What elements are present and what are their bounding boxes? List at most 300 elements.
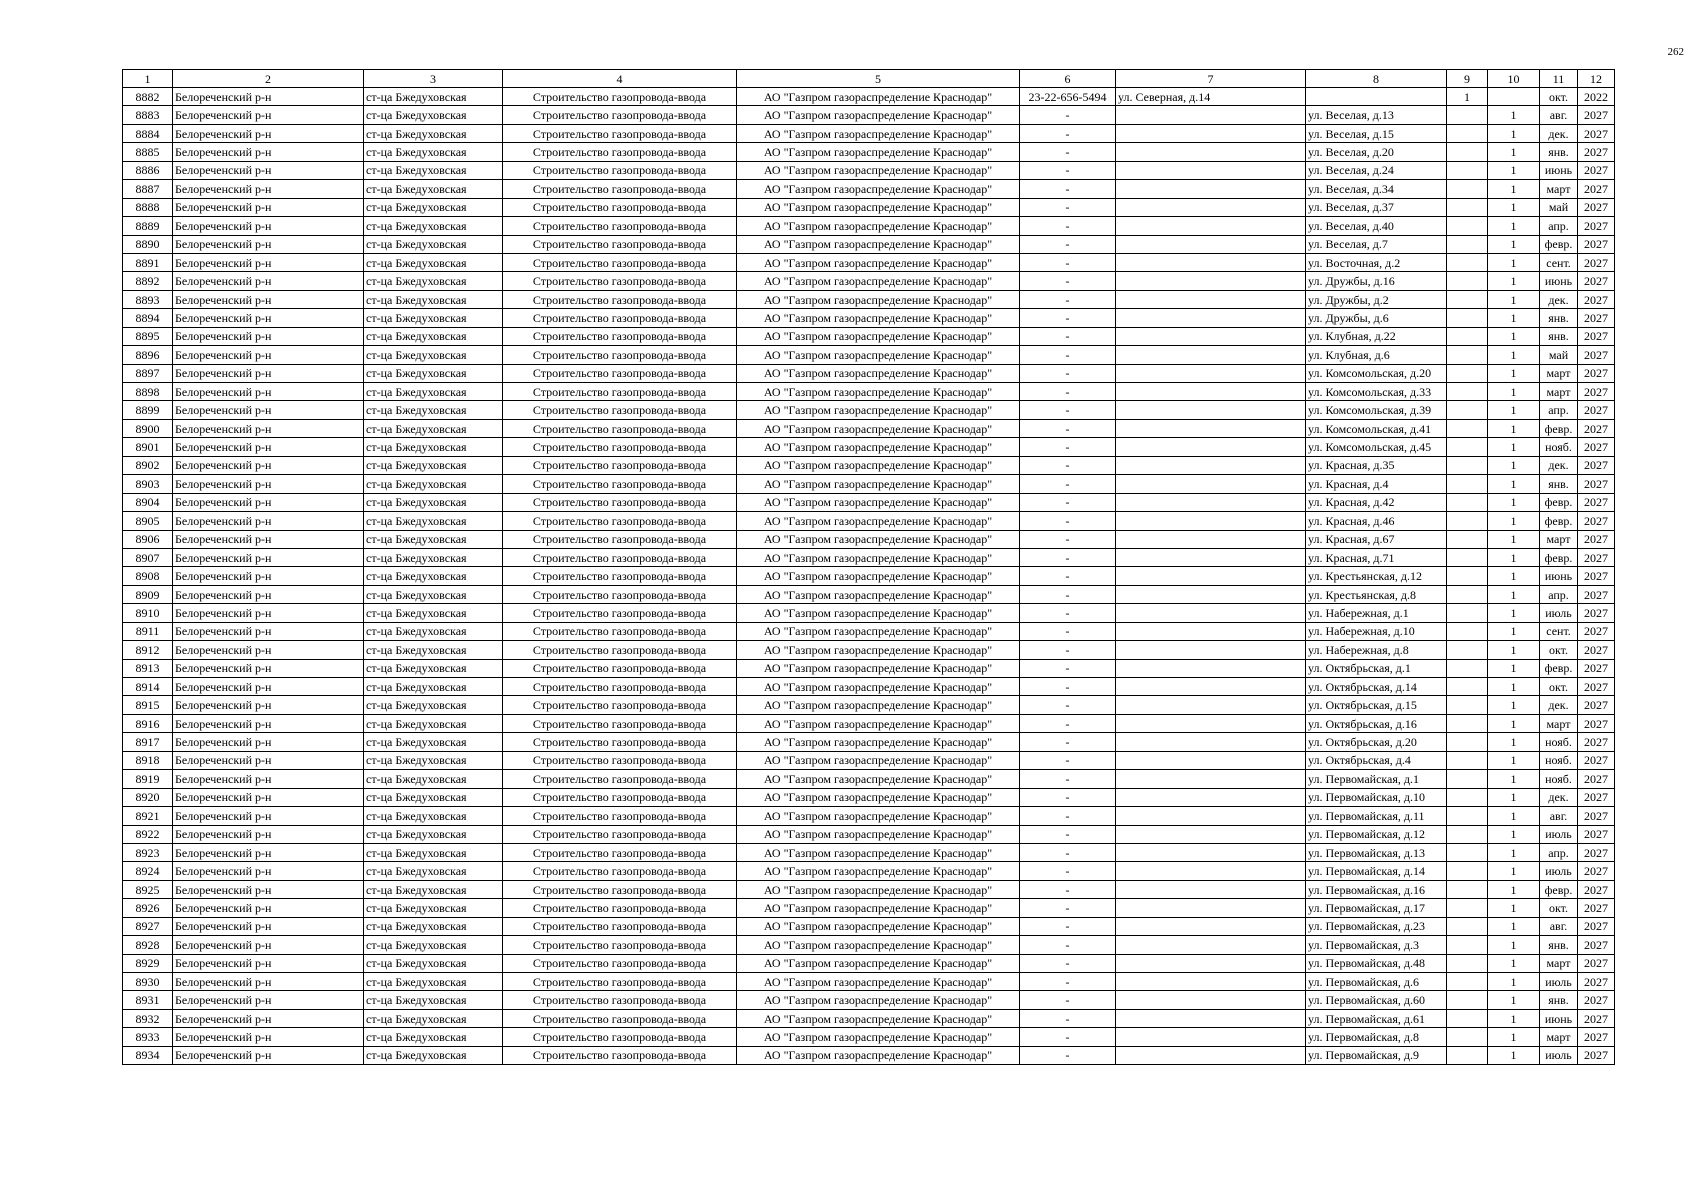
cell-year: 2027 (1578, 788, 1615, 806)
cell-count-a (1447, 973, 1488, 991)
cell-num: 8917 (123, 733, 173, 751)
cell-count-a (1447, 936, 1488, 954)
cell-code: - (1020, 770, 1116, 788)
cell-address-planned: ул. Комсомольская, д.45 (1306, 438, 1447, 456)
cell-district: Белореченский р-н (173, 456, 364, 474)
cell-month: февр. (1540, 493, 1578, 511)
table-row (123, 862, 1615, 880)
cell-count-a (1447, 659, 1488, 677)
cell-organization: АО "Газпром газораспределение Краснодар" (737, 659, 1020, 677)
cell-address-existing (1116, 530, 1306, 548)
cell-settlement: ст-ца Бжедуховская (364, 143, 503, 161)
cell-year: 2027 (1578, 253, 1615, 271)
cell-address-planned: ул. Восточная, д.2 (1306, 253, 1447, 271)
cell-work-type: Строительство газопровода-ввода (503, 512, 737, 530)
cell-month: февр. (1540, 512, 1578, 530)
cell-num: 8929 (123, 954, 173, 972)
cell-code: - (1020, 567, 1116, 585)
cell-num: 8899 (123, 401, 173, 419)
cell-address-planned: ул. Красная, д.71 (1306, 548, 1447, 566)
cell-month: март (1540, 714, 1578, 732)
cell-year: 2027 (1578, 143, 1615, 161)
cell-year: 2027 (1578, 217, 1615, 235)
cell-code: - (1020, 512, 1116, 530)
cell-district: Белореченский р-н (173, 585, 364, 603)
cell-count-a (1447, 124, 1488, 142)
cell-organization: АО "Газпром газораспределение Краснодар" (737, 401, 1020, 419)
cell-month: март (1540, 1028, 1578, 1046)
cell-num: 8903 (123, 475, 173, 493)
cell-work-type: Строительство газопровода-ввода (503, 180, 737, 198)
table-row (123, 272, 1615, 290)
cell-code: - (1020, 161, 1116, 179)
cell-settlement: ст-ца Бжедуховская (364, 899, 503, 917)
cell-month: февр. (1540, 548, 1578, 566)
cell-num: 8902 (123, 456, 173, 474)
cell-month: дек. (1540, 696, 1578, 714)
cell-count-b: 1 (1488, 438, 1540, 456)
cell-num: 8885 (123, 143, 173, 161)
cell-work-type: Строительство газопровода-ввода (503, 973, 737, 991)
cell-work-type: Строительство газопровода-ввода (503, 253, 737, 271)
table-row (123, 493, 1615, 511)
cell-code: - (1020, 383, 1116, 401)
cell-settlement: ст-ца Бжедуховская (364, 235, 503, 253)
cell-count-b: 1 (1488, 770, 1540, 788)
cell-month: февр. (1540, 880, 1578, 898)
cell-num: 8930 (123, 973, 173, 991)
cell-count-b: 1 (1488, 1046, 1540, 1064)
cell-district: Белореченский р-н (173, 217, 364, 235)
cell-count-a (1447, 383, 1488, 401)
cell-work-type: Строительство газопровода-ввода (503, 383, 737, 401)
cell-year: 2027 (1578, 401, 1615, 419)
column-header-12: 12 (1578, 70, 1615, 88)
cell-count-a (1447, 456, 1488, 474)
cell-settlement: ст-ца Бжедуховская (364, 419, 503, 437)
cell-code: - (1020, 1046, 1116, 1064)
cell-code: - (1020, 124, 1116, 142)
table-row (123, 198, 1615, 216)
cell-code: - (1020, 180, 1116, 198)
column-header-6: 6 (1020, 70, 1116, 88)
cell-month: нояб. (1540, 751, 1578, 769)
cell-work-type: Строительство газопровода-ввода (503, 696, 737, 714)
cell-organization: АО "Газпром газораспределение Краснодар" (737, 825, 1020, 843)
cell-count-a (1447, 253, 1488, 271)
cell-num: 8898 (123, 383, 173, 401)
cell-settlement: ст-ца Бжедуховская (364, 438, 503, 456)
cell-num: 8932 (123, 1009, 173, 1027)
cell-count-b: 1 (1488, 733, 1540, 751)
cell-settlement: ст-ца Бжедуховская (364, 641, 503, 659)
cell-year: 2027 (1578, 567, 1615, 585)
cell-count-a (1447, 143, 1488, 161)
cell-organization: АО "Газпром газораспределение Краснодар" (737, 936, 1020, 954)
cell-address-planned: ул. Первомайская, д.12 (1306, 825, 1447, 843)
cell-work-type: Строительство газопровода-ввода (503, 1009, 737, 1027)
cell-settlement: ст-ца Бжедуховская (364, 272, 503, 290)
cell-code: - (1020, 106, 1116, 124)
cell-settlement: ст-ца Бжедуховская (364, 512, 503, 530)
cell-address-planned: ул. Дружбы, д.6 (1306, 309, 1447, 327)
cell-year: 2027 (1578, 733, 1615, 751)
cell-address-planned: ул. Первомайская, д.11 (1306, 807, 1447, 825)
header-row (123, 70, 1615, 88)
cell-count-b: 1 (1488, 143, 1540, 161)
cell-code: - (1020, 696, 1116, 714)
cell-district: Белореченский р-н (173, 548, 364, 566)
cell-address-planned: ул. Веселая, д.15 (1306, 124, 1447, 142)
cell-num: 8894 (123, 309, 173, 327)
cell-settlement: ст-ца Бжедуховская (364, 659, 503, 677)
cell-count-a (1447, 843, 1488, 861)
cell-num: 8888 (123, 198, 173, 216)
cell-num: 8895 (123, 327, 173, 345)
cell-count-b: 1 (1488, 272, 1540, 290)
cell-num: 8925 (123, 880, 173, 898)
cell-count-b: 1 (1488, 954, 1540, 972)
cell-work-type: Строительство газопровода-ввода (503, 991, 737, 1009)
cell-settlement: ст-ца Бжедуховская (364, 843, 503, 861)
cell-organization: АО "Газпром газораспределение Краснодар" (737, 770, 1020, 788)
cell-address-planned: ул. Октябрьская, д.14 (1306, 678, 1447, 696)
cell-organization: АО "Газпром газораспределение Краснодар" (737, 1046, 1020, 1064)
cell-count-b: 1 (1488, 106, 1540, 124)
cell-code: - (1020, 751, 1116, 769)
cell-organization: АО "Газпром газораспределение Краснодар" (737, 198, 1020, 216)
cell-year: 2027 (1578, 770, 1615, 788)
cell-code: - (1020, 456, 1116, 474)
cell-num: 8906 (123, 530, 173, 548)
cell-count-b: 1 (1488, 788, 1540, 806)
cell-address-existing (1116, 253, 1306, 271)
cell-organization: АО "Газпром газораспределение Краснодар" (737, 862, 1020, 880)
cell-address-planned: ул. Первомайская, д.6 (1306, 973, 1447, 991)
cell-month: апр. (1540, 585, 1578, 603)
cell-year: 2027 (1578, 290, 1615, 308)
cell-month: дек. (1540, 124, 1578, 142)
cell-count-b: 1 (1488, 585, 1540, 603)
cell-address-existing (1116, 936, 1306, 954)
cell-organization: АО "Газпром газораспределение Краснодар" (737, 253, 1020, 271)
cell-organization: АО "Газпром газораспределение Краснодар" (737, 641, 1020, 659)
cell-work-type: Строительство газопровода-ввода (503, 843, 737, 861)
cell-address-existing (1116, 1009, 1306, 1027)
cell-address-existing (1116, 346, 1306, 364)
cell-settlement: ст-ца Бжедуховская (364, 1028, 503, 1046)
cell-year: 2027 (1578, 512, 1615, 530)
cell-count-a (1447, 899, 1488, 917)
cell-address-planned: ул. Октябрьская, д.15 (1306, 696, 1447, 714)
cell-year: 2027 (1578, 161, 1615, 179)
cell-year: 2027 (1578, 862, 1615, 880)
cell-settlement: ст-ца Бжедуховская (364, 493, 503, 511)
table-row (123, 880, 1615, 898)
cell-settlement: ст-ца Бжедуховская (364, 714, 503, 732)
cell-count-a (1447, 217, 1488, 235)
cell-settlement: ст-ца Бжедуховская (364, 327, 503, 345)
cell-code: - (1020, 272, 1116, 290)
cell-count-b: 1 (1488, 419, 1540, 437)
cell-code: - (1020, 954, 1116, 972)
cell-address-existing (1116, 548, 1306, 566)
cell-num: 8919 (123, 770, 173, 788)
cell-work-type: Строительство газопровода-ввода (503, 770, 737, 788)
cell-num: 8905 (123, 512, 173, 530)
cell-month: апр. (1540, 843, 1578, 861)
table-row (123, 161, 1615, 179)
table-row (123, 622, 1615, 640)
cell-count-b: 1 (1488, 235, 1540, 253)
cell-count-b: 1 (1488, 843, 1540, 861)
cell-count-a (1447, 1046, 1488, 1064)
cell-code: - (1020, 493, 1116, 511)
cell-address-existing (1116, 714, 1306, 732)
table-row (123, 899, 1615, 917)
cell-count-a (1447, 272, 1488, 290)
cell-count-b: 1 (1488, 641, 1540, 659)
cell-address-existing (1116, 604, 1306, 622)
table-row (123, 807, 1615, 825)
cell-address-planned: ул. Первомайская, д.48 (1306, 954, 1447, 972)
cell-num: 8931 (123, 991, 173, 1009)
cell-organization: АО "Газпром газораспределение Краснодар" (737, 954, 1020, 972)
cell-organization: АО "Газпром газораспределение Краснодар" (737, 290, 1020, 308)
cell-code: - (1020, 899, 1116, 917)
table-row (123, 180, 1615, 198)
cell-year: 2027 (1578, 585, 1615, 603)
cell-address-planned: ул. Первомайская, д.61 (1306, 1009, 1447, 1027)
cell-organization: АО "Газпром газораспределение Краснодар" (737, 456, 1020, 474)
cell-count-b: 1 (1488, 124, 1540, 142)
cell-work-type: Строительство газопровода-ввода (503, 1046, 737, 1064)
cell-district: Белореченский р-н (173, 88, 364, 106)
cell-count-b: 1 (1488, 1009, 1540, 1027)
cell-num: 8911 (123, 622, 173, 640)
cell-district: Белореченский р-н (173, 383, 364, 401)
cell-code: - (1020, 714, 1116, 732)
column-header-10: 10 (1488, 70, 1540, 88)
cell-count-a (1447, 991, 1488, 1009)
cell-num: 8890 (123, 235, 173, 253)
cell-month: апр. (1540, 401, 1578, 419)
cell-month: янв. (1540, 475, 1578, 493)
cell-count-b (1488, 88, 1540, 106)
cell-count-a (1447, 770, 1488, 788)
cell-count-a (1447, 309, 1488, 327)
cell-count-a (1447, 161, 1488, 179)
cell-count-a (1447, 807, 1488, 825)
table-row (123, 1046, 1615, 1064)
table-row (123, 843, 1615, 861)
cell-year: 2027 (1578, 973, 1615, 991)
cell-month: нояб. (1540, 733, 1578, 751)
cell-organization: АО "Газпром газораспределение Краснодар" (737, 714, 1020, 732)
cell-work-type: Строительство газопровода-ввода (503, 88, 737, 106)
cell-address-existing: ул. Северная, д.14 (1116, 88, 1306, 106)
cell-organization: АО "Газпром газораспределение Краснодар" (737, 143, 1020, 161)
table-row (123, 419, 1615, 437)
table-row (123, 88, 1615, 106)
column-header-7: 7 (1116, 70, 1306, 88)
cell-organization: АО "Газпром газораспределение Краснодар" (737, 383, 1020, 401)
cell-work-type: Строительство газопровода-ввода (503, 327, 737, 345)
cell-address-planned: ул. Дружбы, д.16 (1306, 272, 1447, 290)
cell-count-b: 1 (1488, 936, 1540, 954)
cell-organization: АО "Газпром газораспределение Краснодар" (737, 88, 1020, 106)
cell-count-b: 1 (1488, 604, 1540, 622)
cell-count-a (1447, 585, 1488, 603)
cell-district: Белореченский р-н (173, 198, 364, 216)
cell-num: 8933 (123, 1028, 173, 1046)
cell-district: Белореченский р-н (173, 327, 364, 345)
table-row (123, 696, 1615, 714)
cell-count-a (1447, 346, 1488, 364)
cell-address-existing (1116, 364, 1306, 382)
cell-district: Белореченский р-н (173, 880, 364, 898)
cell-count-a (1447, 180, 1488, 198)
cell-work-type: Строительство газопровода-ввода (503, 585, 737, 603)
cell-address-planned: ул. Красная, д.67 (1306, 530, 1447, 548)
cell-month: июль (1540, 604, 1578, 622)
cell-district: Белореченский р-н (173, 124, 364, 142)
cell-num: 8886 (123, 161, 173, 179)
cell-count-b: 1 (1488, 217, 1540, 235)
cell-address-existing (1116, 954, 1306, 972)
cell-year: 2027 (1578, 272, 1615, 290)
cell-address-existing (1116, 585, 1306, 603)
cell-district: Белореченский р-н (173, 604, 364, 622)
cell-count-a (1447, 235, 1488, 253)
cell-num: 8918 (123, 751, 173, 769)
cell-organization: АО "Газпром газораспределение Краснодар" (737, 973, 1020, 991)
cell-year: 2022 (1578, 88, 1615, 106)
cell-address-existing (1116, 124, 1306, 142)
cell-month: март (1540, 383, 1578, 401)
cell-code: - (1020, 1009, 1116, 1027)
cell-num: 8910 (123, 604, 173, 622)
cell-year: 2027 (1578, 493, 1615, 511)
cell-year: 2027 (1578, 678, 1615, 696)
cell-organization: АО "Газпром газораспределение Краснодар" (737, 180, 1020, 198)
cell-work-type: Строительство газопровода-ввода (503, 530, 737, 548)
cell-district: Белореченский р-н (173, 419, 364, 437)
cell-month: янв. (1540, 309, 1578, 327)
cell-district: Белореченский р-н (173, 253, 364, 271)
cell-organization: АО "Газпром газораспределение Краснодар" (737, 733, 1020, 751)
cell-month: дек. (1540, 290, 1578, 308)
column-header-11: 11 (1540, 70, 1578, 88)
cell-settlement: ст-ца Бжедуховская (364, 604, 503, 622)
cell-settlement: ст-ца Бжедуховская (364, 88, 503, 106)
cell-address-planned: ул. Веселая, д.7 (1306, 235, 1447, 253)
cell-settlement: ст-ца Бжедуховская (364, 862, 503, 880)
cell-settlement: ст-ца Бжедуховская (364, 548, 503, 566)
cell-work-type: Строительство газопровода-ввода (503, 936, 737, 954)
table-row (123, 124, 1615, 142)
cell-district: Белореченский р-н (173, 106, 364, 124)
cell-code: - (1020, 641, 1116, 659)
cell-month: июнь (1540, 1009, 1578, 1027)
cell-work-type: Строительство газопровода-ввода (503, 309, 737, 327)
cell-count-a (1447, 401, 1488, 419)
cell-count-b: 1 (1488, 401, 1540, 419)
cell-work-type: Строительство газопровода-ввода (503, 659, 737, 677)
cell-count-a (1447, 622, 1488, 640)
cell-address-planned: ул. Октябрьская, д.4 (1306, 751, 1447, 769)
cell-settlement: ст-ца Бжедуховская (364, 161, 503, 179)
cell-num: 8889 (123, 217, 173, 235)
cell-num: 8926 (123, 899, 173, 917)
cell-district: Белореченский р-н (173, 1009, 364, 1027)
cell-num: 8892 (123, 272, 173, 290)
cell-organization: АО "Газпром газораспределение Краснодар" (737, 161, 1020, 179)
cell-address-planned: ул. Веселая, д.40 (1306, 217, 1447, 235)
table-row (123, 917, 1615, 935)
cell-count-b: 1 (1488, 973, 1540, 991)
cell-settlement: ст-ца Бжедуховская (364, 530, 503, 548)
cell-count-a (1447, 678, 1488, 696)
cell-year: 2027 (1578, 548, 1615, 566)
cell-district: Белореченский р-н (173, 475, 364, 493)
cell-settlement: ст-ца Бжедуховская (364, 1046, 503, 1064)
cell-count-a (1447, 512, 1488, 530)
cell-address-planned: ул. Дружбы, д.2 (1306, 290, 1447, 308)
cell-work-type: Строительство газопровода-ввода (503, 622, 737, 640)
cell-work-type: Строительство газопровода-ввода (503, 475, 737, 493)
cell-code: - (1020, 991, 1116, 1009)
cell-count-b: 1 (1488, 659, 1540, 677)
cell-year: 2027 (1578, 438, 1615, 456)
cell-settlement: ст-ца Бжедуховская (364, 585, 503, 603)
cell-district: Белореченский р-н (173, 862, 364, 880)
table-row (123, 751, 1615, 769)
table-row (123, 954, 1615, 972)
cell-district: Белореченский р-н (173, 1046, 364, 1064)
cell-month: июнь (1540, 567, 1578, 585)
cell-month: май (1540, 346, 1578, 364)
cell-code: - (1020, 936, 1116, 954)
cell-num: 8916 (123, 714, 173, 732)
cell-address-planned: ул. Веселая, д.37 (1306, 198, 1447, 216)
table-row (123, 714, 1615, 732)
cell-code: - (1020, 346, 1116, 364)
cell-year: 2027 (1578, 180, 1615, 198)
cell-count-a (1447, 548, 1488, 566)
cell-settlement: ст-ца Бжедуховская (364, 567, 503, 585)
cell-district: Белореченский р-н (173, 843, 364, 861)
cell-month: окт. (1540, 899, 1578, 917)
cell-year: 2027 (1578, 899, 1615, 917)
cell-code: - (1020, 622, 1116, 640)
cell-settlement: ст-ца Бжедуховская (364, 770, 503, 788)
cell-code: - (1020, 788, 1116, 806)
cell-count-b: 1 (1488, 862, 1540, 880)
cell-count-a: 1 (1447, 88, 1488, 106)
table-row (123, 475, 1615, 493)
cell-num: 8928 (123, 936, 173, 954)
cell-code: - (1020, 807, 1116, 825)
table-row (123, 253, 1615, 271)
cell-num: 8904 (123, 493, 173, 511)
cell-count-b: 1 (1488, 512, 1540, 530)
cell-settlement: ст-ца Бжедуховская (364, 622, 503, 640)
cell-organization: АО "Газпром газораспределение Краснодар" (737, 585, 1020, 603)
cell-address-existing (1116, 309, 1306, 327)
cell-address-planned: ул. Набережная, д.10 (1306, 622, 1447, 640)
cell-year: 2027 (1578, 954, 1615, 972)
